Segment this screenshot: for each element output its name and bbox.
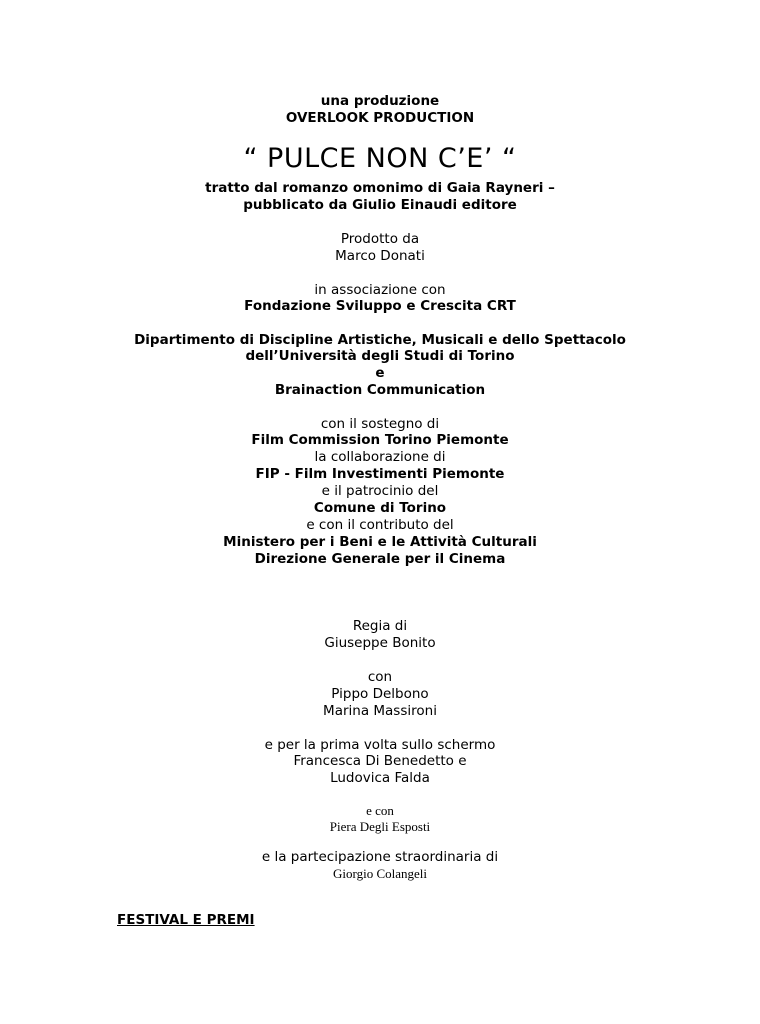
- contributo-org-2: Direzione Generale per il Cinema: [254, 551, 506, 567]
- association-org-1: Fondazione Sviluppo e Crescita CRT: [244, 298, 516, 314]
- debut-label: e per la prima volta sullo schermo: [264, 737, 496, 753]
- cast-label: con: [367, 669, 393, 685]
- director-label: Regia di: [352, 618, 408, 634]
- contributo-label: e con il contributo del: [306, 517, 454, 533]
- association-org-2b: dell’Università degli Studi di Torino: [245, 348, 515, 364]
- patrocinio-org: Comune di Torino: [313, 500, 447, 516]
- production-company: OVERLOOK PRODUCTION: [285, 110, 475, 126]
- also-name: Piera Degli Esposti: [329, 819, 431, 834]
- director-name: Giuseppe Bonito: [324, 635, 436, 651]
- collab-org: FIP - Film Investimenti Piemonte: [255, 466, 505, 482]
- sostegno-org: Film Commission Torino Piemonte: [251, 432, 509, 448]
- intro-line-1: una produzione: [320, 93, 440, 109]
- collab-label: la collaborazione di: [314, 449, 446, 465]
- association-org-2a: Dipartimento di Discipline Artistiche, Musicali e dello Spettacolo: [134, 332, 626, 348]
- producer-name: Marco Donati: [335, 248, 425, 264]
- special-label: e la partecipazione straordinaria di: [261, 849, 499, 865]
- association-label: in associazione con: [314, 282, 446, 298]
- association-conjunction: e: [375, 365, 385, 381]
- sostegno-label: con il sostegno di: [320, 416, 440, 432]
- film-title: “ PULCE NON C’E’ “: [243, 143, 517, 174]
- contributo-org-1: Ministero per i Beni e le Attività Culturali: [223, 534, 537, 550]
- section-heading-festival: FESTIVAL E PREMI: [117, 912, 255, 928]
- cast-actor-2: Marina Massironi: [323, 703, 437, 719]
- also-label: e con: [366, 803, 394, 818]
- source-line-2: pubblicato da Giulio Einaudi editore: [243, 197, 517, 213]
- source-line-1: tratto dal romanzo omonimo di Gaia Rayneri –: [205, 180, 555, 196]
- debut-actor-1: Francesca Di Benedetto e: [293, 753, 467, 769]
- producer-label: Prodotto da: [340, 231, 420, 247]
- cast-actor-1: Pippo Delbono: [331, 686, 429, 702]
- patrocinio-label: e il patrocinio del: [321, 483, 439, 499]
- debut-actor-2: Ludovica Falda: [330, 770, 430, 786]
- association-org-3: Brainaction Communication: [274, 382, 486, 398]
- special-name: Giorgio Colangeli: [332, 866, 427, 881]
